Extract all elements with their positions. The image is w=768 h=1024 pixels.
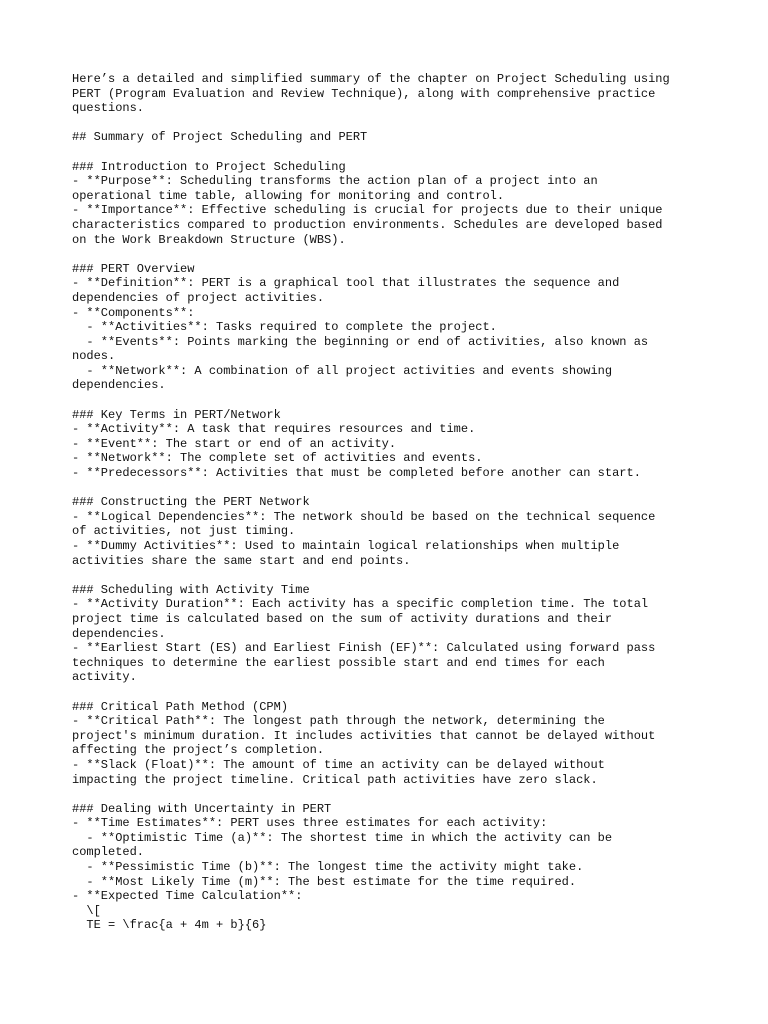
paragraph-block <box>72 802 712 933</box>
paragraph-block <box>72 408 712 481</box>
text-line: - **Activity Duration**: Each activity has a specific completion time. The total <box>72 597 649 612</box>
paragraph-block <box>72 160 712 248</box>
text-line: - **Optimistic Time (a)**: The shortest time in which the activity can be <box>72 830 613 845</box>
text-line: project time is calculated based on the sum of activity durations and their <box>72 611 613 626</box>
text-line: operational time table, allowing for monitoring and control. <box>72 188 505 203</box>
text-line: - **Expected Time Calculation**: <box>72 889 303 904</box>
paragraph-block <box>72 700 712 788</box>
text-line: activities share the same start and end points. <box>72 553 411 568</box>
text-line: of activities, not just timing. <box>72 524 296 539</box>
text-line: \[ <box>72 903 101 918</box>
text-line: project's minimum duration. It includes activities that cannot be delayed without <box>72 728 656 743</box>
section-heading-line: ## Summary of Project Scheduling and PERT <box>72 130 368 145</box>
text-line: - **Network**: The complete set of activities and events. <box>72 451 483 466</box>
text-line: completed. <box>72 845 145 860</box>
paragraph-block <box>72 495 712 568</box>
text-line: - **Logical Dependencies**: The network should be based on the technical sequence <box>72 509 656 524</box>
text-line: dependencies of project activities. <box>72 290 325 305</box>
text-line: - **Predecessors**: Activities that must be completed before another can start. <box>72 466 641 481</box>
text-line: Here’s a detailed and simplified summary of the chapter on Project Scheduling using <box>72 72 670 86</box>
text-line: - **Importance**: Effective scheduling is crucial for projects due to their unique <box>72 203 663 218</box>
section-heading-line: ### Critical Path Method (CPM) <box>72 699 289 714</box>
text-line: - **Dummy Activities**: Used to maintain logical relationships when multiple <box>72 539 620 553</box>
text-line: - **Network**: A combination of all project activities and events showing <box>72 363 613 378</box>
text-line: - **Activity**: A task that requires resources and time. <box>72 422 476 437</box>
text-line: nodes. <box>72 349 116 364</box>
text-line: impacting the project timeline. Critical path activities have zero slack. <box>72 772 598 787</box>
text-line: activity. <box>72 670 137 685</box>
paragraph-block <box>72 72 712 116</box>
text-line: - **Purpose**: Scheduling transforms the action plan of a project into an <box>72 174 598 189</box>
text-line: - **Earliest Start (ES) and Earliest Finish (EF)**: Calculated using forward pass <box>72 641 656 656</box>
text-line: - **Time Estimates**: PERT uses three estimates for each activity: <box>72 816 548 831</box>
section-heading-line: ### Key Terms in PERT/Network <box>72 407 281 422</box>
text-line: - **Definition**: PERT is a graphical tool that illustrates the sequence and <box>72 276 620 291</box>
text-line: techniques to determine the earliest possible start and end times for each <box>72 655 605 670</box>
text-line: - **Most Likely Time (m)**: The best estimate for the time required. <box>72 874 577 889</box>
text-line: TE = \frac{a + 4m + b}{6} <box>72 918 267 933</box>
document-body <box>72 72 712 948</box>
text-line: - **Critical Path**: The longest path through the network, determining the <box>72 714 605 729</box>
paragraph-block <box>72 262 712 393</box>
section-heading-line: ### Dealing with Uncertainty in PERT <box>72 801 332 816</box>
section-heading-line: ### Constructing the PERT Network <box>72 495 310 510</box>
text-line: dependencies. <box>72 626 166 641</box>
text-line: on the Work Breakdown Structure (WBS). <box>72 232 346 247</box>
text-line: - **Events**: Points marking the beginning or end of activities, also known as <box>72 334 649 349</box>
section-heading-line: ### Introduction to Project Scheduling <box>72 159 346 174</box>
text-line: - **Components**: <box>72 305 195 320</box>
text-line: - **Slack (Float)**: The amount of time an activity can be delayed without <box>72 757 605 772</box>
paragraph-block <box>72 583 712 685</box>
text-line: dependencies. <box>72 378 166 393</box>
text-line: characteristics compared to production environments. Schedules are developed based <box>72 217 663 232</box>
section-heading-line: ### PERT Overview <box>72 261 195 276</box>
paragraph-block <box>72 130 712 145</box>
text-line: questions. <box>72 101 145 116</box>
text-line: PERT (Program Evaluation and Review Technique), along with comprehensive practice <box>72 86 656 101</box>
text-line: - **Pessimistic Time (b)**: The longest time the activity might take. <box>72 860 584 875</box>
text-line: - **Event**: The start or end of an activity. <box>72 436 397 451</box>
text-line: affecting the project’s completion. <box>72 743 325 758</box>
text-line: - **Activities**: Tasks required to complete the project. <box>72 320 497 335</box>
section-heading-line: ### Scheduling with Activity Time <box>72 582 310 597</box>
